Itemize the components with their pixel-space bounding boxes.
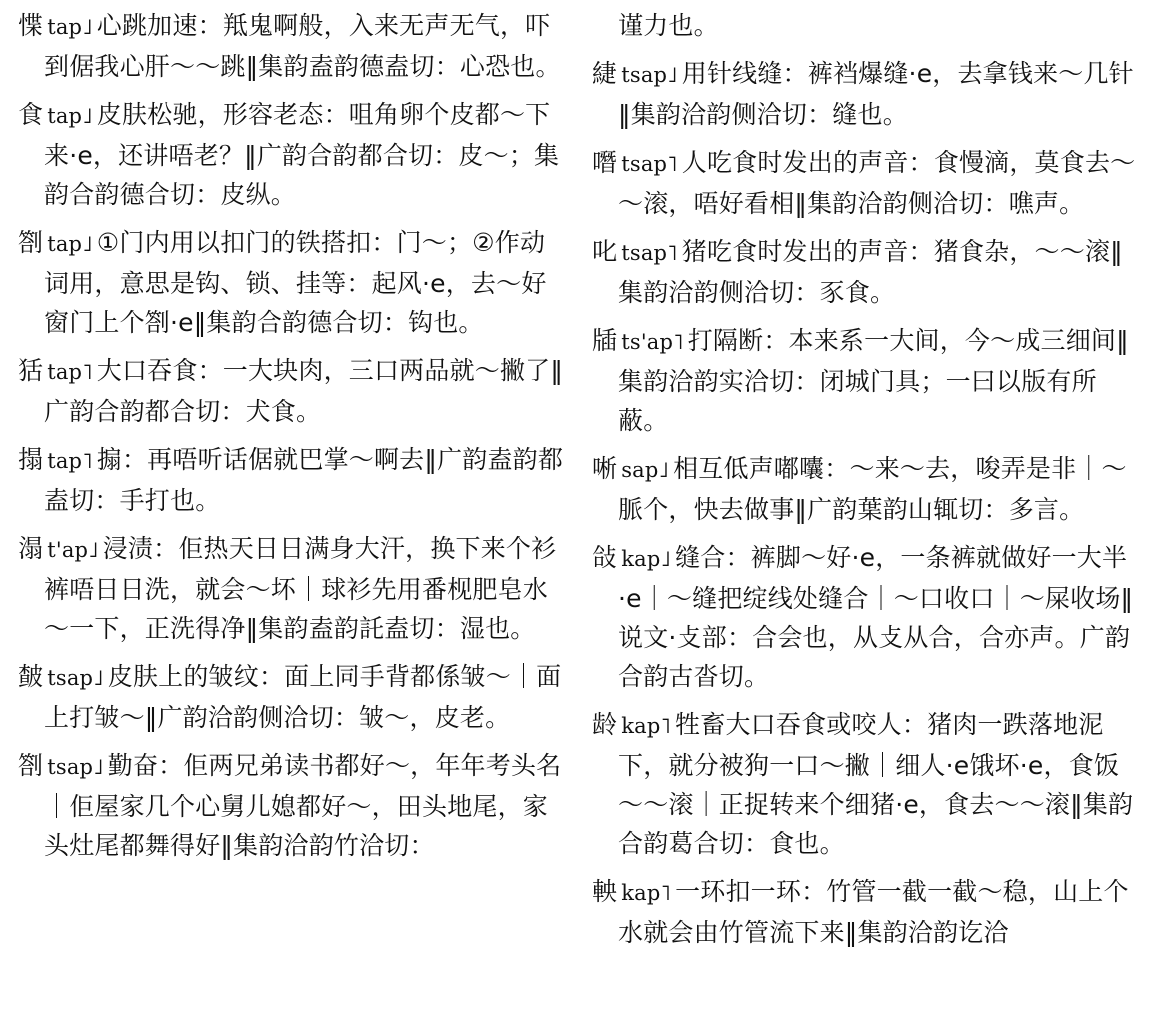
entry-pronunciation: kap˥ xyxy=(621,714,672,738)
left-column xyxy=(18,6,566,874)
entry xyxy=(18,223,566,342)
entry-headword: 敆 xyxy=(592,543,618,572)
entry-definition: 谨力也。 xyxy=(618,11,719,40)
entry-pronunciation: t'ap˩ xyxy=(47,538,99,562)
entry xyxy=(18,746,566,865)
entry xyxy=(18,657,566,737)
entry xyxy=(592,143,1140,223)
entry-definition: 打隔断：本来系一大间，今～成三细间‖集韵洽韵实洽切：闭城门具；一曰以版有所蔽。 xyxy=(618,326,1129,435)
entry-headword: 龄 xyxy=(592,710,618,739)
entry-headword: 溻 xyxy=(18,534,44,563)
entry-pronunciation: tsap˩ xyxy=(47,666,104,690)
entry-pronunciation: tsap˩ xyxy=(47,755,104,779)
entry-headword: 唽 xyxy=(592,454,618,483)
entry-pronunciation: ts'ap˥ xyxy=(621,330,684,354)
entry xyxy=(592,321,1140,440)
entry xyxy=(592,538,1140,696)
entry-pronunciation: tsap˥ xyxy=(621,152,678,176)
entry-pronunciation: tap˩ xyxy=(47,104,93,128)
entry-headword: 惵 xyxy=(18,11,44,40)
entry-headword: 劄 xyxy=(18,751,44,780)
entry-definition: 用针线缝：裤裆爆缝·e，去拿钱来～几针‖集韵洽韵侧洽切：缝也。 xyxy=(618,59,1134,129)
entry-definition: 相互低声嘟囔：～来～去，唆弄是非｜～脈个，快去做事‖广韵葉韵山辄切：多言。 xyxy=(618,454,1127,524)
entry-headword: 叱 xyxy=(592,237,618,266)
entry xyxy=(592,232,1140,312)
entry-definition: 搧：再唔听话倨就巴掌～啊去‖广韵盍韵都盍切：手打也。 xyxy=(44,445,564,515)
entry-pronunciation: tap˥ xyxy=(47,449,93,473)
entry xyxy=(592,449,1140,529)
entry-headword: 軮 xyxy=(592,877,618,906)
entry xyxy=(18,351,566,431)
entry-pronunciation: tsap˥ xyxy=(621,241,678,265)
entry xyxy=(18,6,566,86)
entry-pronunciation: sap˩ xyxy=(621,458,670,482)
entry-definition: 皮肤松驰，形容老态：咀角卵个皮都～下来·e，还讲唔老？‖广韵合韵都合切：皮～；集韵合韵德合切：皮纵。 xyxy=(44,100,560,209)
entry-pronunciation: tap˥ xyxy=(47,360,93,384)
entry-definition: 一环扣一环：竹管一截一截～稳，山上个水就会由竹管流下来‖集韵洽韵讫洽 xyxy=(618,877,1129,947)
entry-definition: 皮肤上的皱纹：面上同手背都係皱～｜面上打皱～‖广韵洽韵侧洽切：皱～，皮老。 xyxy=(44,662,562,732)
entry xyxy=(592,54,1140,134)
entry-definition: ①门内用以扣门的铁搭扣：门～；②作动词用，意思是钩、锁、挂等：起风·e，去～好窗门上个劄·e‖集韵合韵德合切：钩也。 xyxy=(44,228,547,337)
entry-definition: 浸渍：佢热天日日满身大汗，换下来个衫裤唔日日洗，就会～坏｜球衫先用番枧肥皂水～一下，正洗得净‖集韵盍韵託盍切：湿也。 xyxy=(44,534,557,643)
entry-definition: 心跳加速：羝鬼啊般，入来无声无气，吓到倨我心肝～～跳‖集韵盍韵德盍切：心恐也。 xyxy=(44,11,561,81)
entry-headword: 搨 xyxy=(18,445,44,474)
entry-definition: 牲畜大口吞食或咬人：猪肉一跌落地泥下，就分被狗一口～撇｜细人·e饿坏·e，食饭～～滚｜正捉转来个细猪·e，食去～～滚‖集韵合韵葛合切：食也。 xyxy=(618,710,1134,858)
entry xyxy=(592,705,1140,863)
entry-headword: 食 xyxy=(18,100,44,129)
entry xyxy=(18,440,566,520)
entry-definition: 缝合：裤脚～好·e，一条裤就做好一大半·e｜～缝把绽线处缝合｜～口收口｜～屎收场‖说文·攴部：合会也，从攴从合，合亦声。广韵合韵古沓切。 xyxy=(618,543,1134,691)
entry-pronunciation: kap˥ xyxy=(621,881,672,905)
entry-pronunciation: tap˩ xyxy=(47,15,93,39)
entry xyxy=(592,872,1140,952)
entry-pronunciation: tsap˩ xyxy=(621,63,678,87)
entry-headword: 牐 xyxy=(592,326,618,355)
entry-definition: 人吃食时发出的声音：食慢滴，莫食去～～滚，唔好看相‖集韵洽韵侧洽切：噍声。 xyxy=(618,148,1136,218)
entry-headword: 噆 xyxy=(592,148,618,177)
entry xyxy=(18,95,566,214)
entry-headword: 劄 xyxy=(18,228,44,257)
entry-headword: 狧 xyxy=(18,356,44,385)
right-column xyxy=(592,6,1140,961)
entry-headword: 皶 xyxy=(18,662,44,691)
entry-pronunciation: tap˩ xyxy=(47,232,93,256)
entry-headword: 緁 xyxy=(592,59,618,88)
entry-pronunciation: kap˩ xyxy=(621,547,672,571)
entry-definition: 猪吃食时发出的声音：猪食杂，～～滚‖集韵洽韵侧洽切：豕食。 xyxy=(618,237,1123,307)
entry-definition: 勤奋：佢两兄弟读书都好～，年年考头名｜佢屋家几个心舅儿媳都好～，田头地尾，家头灶尾都舞得好‖集韵洽韵竹洽切： xyxy=(44,751,562,860)
entry-continuation xyxy=(592,6,1140,45)
entry xyxy=(18,529,566,648)
entry-definition: 大口吞食：一大块肉，三口两品就～撇了‖广韵合韵都合切：犬食。 xyxy=(44,356,564,426)
